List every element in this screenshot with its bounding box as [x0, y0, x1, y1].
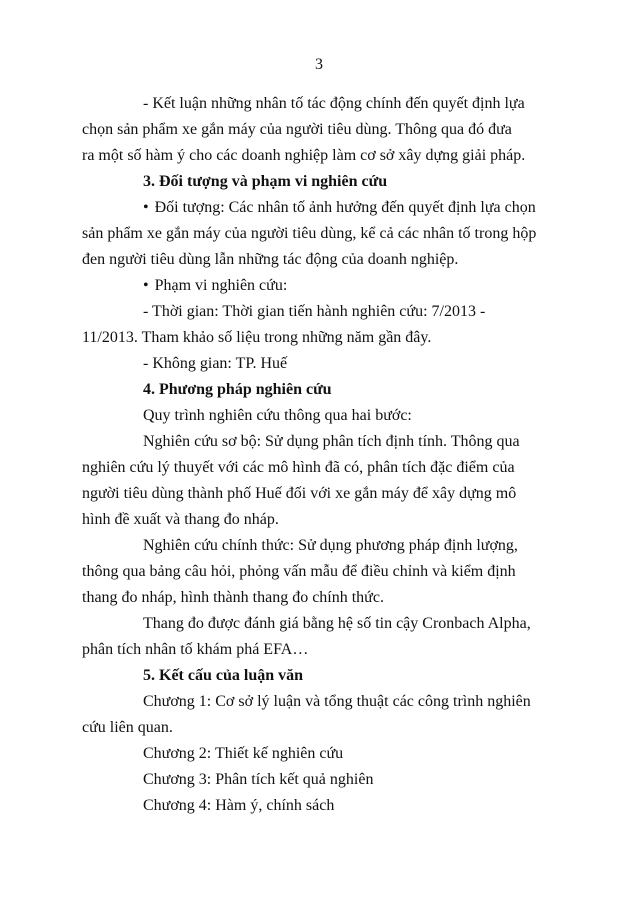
time-line: 11/2013. Tham khảo số liệu trong những năm gần đây. — [82, 329, 432, 346]
preliminary-research-line: Nghiên cứu sơ bộ: Sử dụng phân tích định tính. Thông qua — [143, 433, 520, 450]
scope-label: Phạm vi nghiên cứu: — [154, 277, 288, 294]
time-line: - Thời gian: Thời gian tiến hành nghiên cứu: 7/2013 - — [143, 303, 486, 320]
scale-line: phân tích nhân tố khám phá EFA… — [82, 641, 309, 658]
object-text: Đối tượng: Các nhân tố ảnh hưởng đến quyết định lựa chọn — [154, 199, 536, 216]
preliminary-research-line: hình đề xuất và thang đo nháp. — [82, 511, 279, 528]
formal-research-line: thang đo nháp, hình thành thang đo chính thức. — [82, 589, 384, 606]
chapter-1-line: Chương 1: Cơ sở lý luận và tổng thuật các công trình nghiên — [143, 693, 531, 710]
paragraph-conclusion-line: chọn sản phẩm xe gắn máy của người tiêu dùng. Thông qua đó đưa — [82, 121, 512, 138]
object-line: sản phẩm xe gắn máy của người tiêu dùng, kể cả các nhân tố trong hộp — [82, 225, 537, 242]
preliminary-research-line: người tiêu dùng thành phố Huế đối với xe gắn máy để xây dựng mô — [82, 485, 517, 502]
object-line: đen người tiêu dùng lẫn những tác động của doanh nghiệp. — [82, 251, 459, 268]
object-bullet-line — [143, 198, 536, 218]
scale-line: Thang đo được đánh giá bằng hệ số tin cậy Cronbach Alpha, — [143, 615, 531, 632]
chapter-4-line: Chương 4: Hàm ý, chính sách — [143, 797, 335, 814]
chapter-2-line: Chương 2: Thiết kế nghiên cứu — [143, 745, 344, 762]
paragraph-conclusion-line: - Kết luận những nhân tố tác động chính đến quyết định lựa — [143, 95, 525, 112]
formal-research-line: thông qua bảng câu hỏi, phỏng vấn mẫu để điều chỉnh và kiểm định — [82, 563, 516, 580]
section-5-heading: 5. Kết cấu của luận văn — [143, 667, 304, 684]
chapter-3-line: Chương 3: Phân tích kết quả nghiên — [143, 771, 374, 788]
formal-research-line: Nghiên cứu chính thức: Sử dụng phương pháp định lượng, — [143, 537, 518, 554]
section-3-heading: 3. Đối tượng và phạm vi nghiên cứu — [143, 173, 388, 190]
method-intro: Quy trình nghiên cứu thông qua hai bước: — [143, 407, 412, 424]
chapter-1-line: cứu liên quan. — [82, 719, 173, 736]
section-4-heading: 4. Phương pháp nghiên cứu — [143, 381, 332, 398]
paragraph-conclusion-line: ra một số hàm ý cho các doanh nghiệp làm cơ sở xây dựng giải pháp. — [82, 147, 526, 164]
bullet-icon: • — [143, 199, 149, 216]
preliminary-research-line: nghiên cứu lý thuyết với các mô hình đã có, phân tích đặc điểm của — [82, 459, 515, 476]
scope-bullet-line — [143, 276, 287, 296]
page-number: 3 — [315, 56, 323, 73]
bullet-icon: • — [143, 277, 149, 294]
space-line: - Không gian: TP. Huế — [143, 355, 288, 372]
